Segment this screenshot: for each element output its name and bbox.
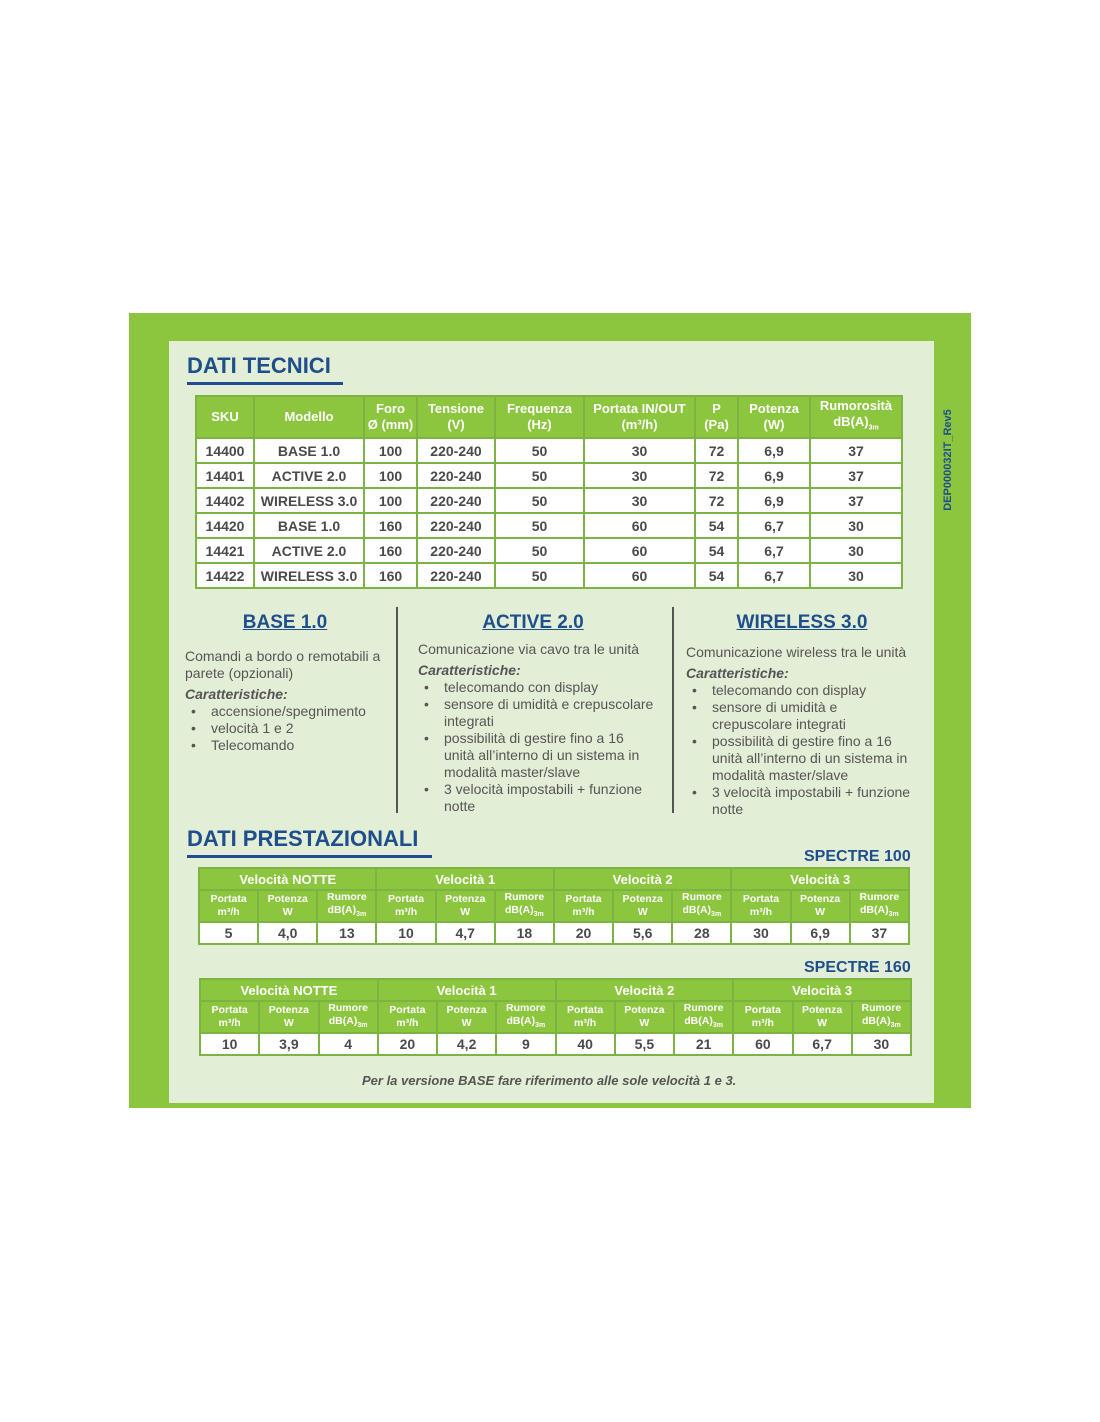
metric-header (733, 1001, 792, 1033)
metric-header (319, 1001, 378, 1033)
features-label: Caratteristiche: (185, 686, 288, 702)
metric-header (496, 1001, 555, 1033)
features-list-active (418, 679, 658, 815)
header-line: Potenza (446, 1004, 487, 1017)
metric-header (376, 890, 435, 922)
header-line: Potenza (801, 1004, 843, 1017)
features-list-wireless (686, 682, 921, 818)
header-unit: dB(A) (833, 413, 869, 429)
table-cell: 30 (810, 563, 902, 588)
table-cell: 37 (810, 438, 902, 463)
header-line: Portata (565, 893, 602, 906)
table-cell: WIRELESS 3.0 (254, 563, 364, 588)
speed-group-row (199, 868, 909, 890)
table-cell: 13 (317, 922, 376, 944)
table-cell: 6,9 (791, 922, 850, 944)
feature-item: • telecomando con display (444, 679, 658, 696)
metric-header (674, 1001, 733, 1033)
feature-item: • velocità 1 e 2 (211, 720, 390, 737)
header-unit: m³/h (751, 1017, 774, 1030)
header-line: Potenza (268, 1004, 309, 1017)
header-unit: W (460, 906, 471, 919)
header-unit: (V) (447, 417, 465, 432)
table-row (196, 538, 902, 563)
header-unit: Ø (mm) (367, 417, 414, 432)
header-subscript: 3m (868, 424, 879, 432)
model-title-base: BASE 1.0 (242, 612, 328, 633)
table-row (200, 1033, 911, 1055)
header-line: Potenza (267, 893, 308, 906)
column-header (495, 396, 584, 438)
header-line: Modello (284, 409, 334, 424)
performance-table-spectre-100 (198, 867, 910, 945)
metric-header-row (199, 890, 909, 922)
table-cell: 14422 (196, 563, 254, 588)
table-cell: 100 (364, 488, 417, 513)
metric-header (850, 890, 909, 922)
metric-header (791, 890, 850, 922)
speed-group-header: Velocità NOTTE (199, 868, 376, 890)
table-cell: 220-240 (417, 563, 495, 588)
table-cell: 30 (731, 922, 790, 944)
header-subscript: 3m (712, 1022, 723, 1030)
table-cell: WIRELESS 3.0 (254, 488, 364, 513)
table-cell: 30 (584, 463, 695, 488)
feature-item: • possibilità di gestire fino a 16 unità all’interno di un sistema in modalità master/slave (712, 733, 921, 784)
table-cell: 72 (695, 463, 738, 488)
table-row (196, 488, 902, 513)
speed-group-header: Velocità 2 (554, 868, 731, 890)
column-divider (396, 607, 398, 813)
metric-header (200, 1001, 259, 1033)
metric-header (378, 1001, 437, 1033)
column-header (810, 396, 902, 438)
table-cell: 40 (556, 1033, 615, 1055)
table-cell: 100 (364, 463, 417, 488)
table-cell: 6,7 (793, 1033, 852, 1055)
spectre-100-label: SPECTRE 100 (804, 848, 911, 865)
table-cell: 72 (695, 438, 738, 463)
header-line: Rumore (327, 891, 367, 903)
features-label: Caratteristiche: (418, 662, 521, 678)
header-unit: (Hz) (527, 417, 552, 432)
header-unit: W (639, 1017, 650, 1030)
metric-header (793, 1001, 852, 1033)
table-cell: 50 (495, 488, 584, 513)
table-cell: 4,0 (258, 922, 317, 944)
table-cell: 6,7 (738, 563, 810, 588)
model-block-wireless (686, 644, 921, 818)
header-unit: W (282, 906, 293, 919)
column-header (364, 396, 417, 438)
header-unit: (m³/h) (621, 417, 658, 432)
table-cell: 14401 (196, 463, 254, 488)
model-description: Comandi a bordo o remotabili a parete (opzionali) (185, 648, 381, 681)
feature-item: • Telecomando (211, 737, 390, 754)
metric-header (199, 890, 258, 922)
feature-item: • sensore di umidità e crepuscolare integrati (712, 699, 921, 733)
table-cell: 50 (495, 538, 584, 563)
table-cell: 6,7 (738, 538, 810, 563)
header-line: Rumore (861, 1002, 902, 1014)
metric-header (672, 890, 731, 922)
table-cell: 4,2 (437, 1033, 496, 1055)
header-subscript: 3m (356, 911, 367, 919)
header-subscript: 3m (888, 911, 899, 919)
header-line: Tensione (427, 401, 485, 416)
header-line: Rumore (504, 891, 545, 903)
table-cell: 54 (695, 538, 738, 563)
speed-group-header: Velocità 2 (556, 979, 734, 1001)
feature-item: • accensione/spegnimento (211, 703, 390, 720)
column-divider (672, 607, 674, 813)
header-unit: W (817, 1017, 828, 1030)
metric-header (615, 1001, 674, 1033)
metric-header (731, 890, 790, 922)
speed-group-header: Velocità 1 (378, 979, 556, 1001)
metric-header (554, 890, 613, 922)
speed-group-header: Velocità NOTTE (200, 979, 378, 1001)
metric-header (317, 890, 376, 922)
header-unit: (Pa) (704, 417, 729, 432)
table-cell: 50 (495, 513, 584, 538)
table-cell: 30 (584, 438, 695, 463)
table-cell: 5,6 (613, 922, 672, 944)
table-cell: 50 (495, 438, 584, 463)
table-cell: ACTIVE 2.0 (254, 538, 364, 563)
table-cell: 4,7 (436, 922, 495, 944)
header-subscript: 3m (535, 1022, 546, 1030)
header-subscript: 3m (357, 1022, 368, 1030)
model-block-base (185, 648, 390, 754)
header-line: Portata (389, 1004, 426, 1017)
header-unit: dB(A) (860, 904, 889, 916)
header-unit: m³/h (217, 906, 240, 919)
table-cell: 37 (810, 463, 902, 488)
metric-header (259, 1001, 318, 1033)
table-cell: 220-240 (417, 538, 495, 563)
model-description: Comunicazione wireless tra le unità (686, 644, 907, 660)
table-cell: 30 (852, 1033, 911, 1055)
features-label: Caratteristiche: (686, 665, 789, 681)
table-cell: 14420 (196, 513, 254, 538)
table-cell: 54 (695, 563, 738, 588)
table-cell: 5,5 (615, 1033, 674, 1055)
header-unit: W (815, 906, 826, 919)
table-cell: 220-240 (417, 463, 495, 488)
header-unit: W (461, 1017, 472, 1030)
header-unit: dB(A) (328, 1015, 358, 1027)
table-row (199, 922, 909, 944)
header-unit: dB(A) (862, 1015, 891, 1027)
speed-group-header: Velocità 3 (733, 979, 911, 1001)
metric-header (556, 1001, 615, 1033)
table-cell: 220-240 (417, 488, 495, 513)
table-cell: 100 (364, 438, 417, 463)
table-cell: 20 (554, 922, 613, 944)
header-line: Potenza (800, 893, 841, 906)
table-cell: 160 (364, 563, 417, 588)
table-cell: 60 (584, 563, 695, 588)
header-line: Portata (387, 893, 425, 906)
speed-group-header: Velocità 3 (731, 868, 909, 890)
header-unit: dB(A) (682, 904, 712, 916)
metric-header (613, 890, 672, 922)
model-description: Comunicazione via cavo tra le unità (418, 641, 640, 657)
header-line: Portata (742, 893, 780, 906)
performance-table-spectre-160 (199, 978, 912, 1056)
technical-table-header (196, 396, 902, 438)
table-cell: 6,7 (738, 513, 810, 538)
table-cell: 18 (495, 922, 554, 944)
header-line: Rumore (859, 891, 900, 903)
table-row (196, 513, 902, 538)
table-cell: 220-240 (417, 513, 495, 538)
table-cell: 9 (496, 1033, 555, 1055)
table-cell: 20 (378, 1033, 437, 1055)
table-cell: 14402 (196, 488, 254, 513)
table-cell: 60 (584, 513, 695, 538)
dati-prestazionali-title: DATI PRESTAZIONALI (187, 826, 432, 858)
table-cell: 6,9 (738, 463, 810, 488)
header-line: Rumorosità (819, 397, 893, 413)
metric-header (495, 890, 554, 922)
table-cell: 50 (495, 563, 584, 588)
header-line: Portata (210, 893, 247, 906)
header-unit: m³/h (218, 1017, 241, 1030)
table-cell: BASE 1.0 (254, 438, 364, 463)
header-line: Rumore (328, 1002, 368, 1014)
feature-item: • possibilità di gestire fino a 16 unità all’interno di un sistema in modalità master/slave (444, 730, 658, 781)
header-line: Foro (376, 401, 405, 416)
features-list-base (185, 703, 390, 754)
table-cell: 60 (584, 538, 695, 563)
speed-group-row (200, 979, 911, 1001)
speed-group-header: Velocità 1 (376, 868, 553, 890)
header-unit: dB(A) (327, 904, 357, 916)
metric-header (437, 1001, 496, 1033)
table-cell: 14421 (196, 538, 254, 563)
header-unit: m³/h (396, 1017, 419, 1030)
column-header (196, 396, 254, 438)
header-line: Portata IN/OUT (593, 401, 686, 416)
header-line: Potenza (622, 893, 663, 906)
metric-header-row (200, 1001, 911, 1033)
header-unit: (W) (763, 417, 785, 432)
table-cell: 4 (319, 1033, 378, 1055)
table-cell: 160 (364, 538, 417, 563)
header-unit: dB(A) (684, 1015, 713, 1027)
header-line: Portata (211, 1004, 248, 1017)
table-cell: 54 (695, 513, 738, 538)
feature-item: • sensore di umidità e crepuscolare integrati (444, 696, 658, 730)
feature-item: • telecomando con display (712, 682, 921, 699)
model-title-wireless: WIRELESS 3.0 (736, 612, 868, 633)
header-subscript: 3m (711, 911, 722, 919)
header-line: Portata (744, 1004, 781, 1017)
table-cell: 6,9 (738, 488, 810, 513)
table-cell: 37 (850, 922, 909, 944)
header-line: P (712, 401, 721, 416)
header-unit: dB(A) (506, 1015, 536, 1027)
table-cell: 3,9 (259, 1033, 318, 1055)
header-unit: m³/h (749, 906, 773, 919)
table-cell: 30 (810, 538, 902, 563)
table-cell: 30 (584, 488, 695, 513)
column-header (584, 396, 695, 438)
model-title-active: ACTIVE 2.0 (482, 612, 584, 633)
header-subscript: 3m (533, 911, 544, 919)
table-cell: 220-240 (417, 438, 495, 463)
table-cell: 6,9 (738, 438, 810, 463)
table-cell: 28 (672, 922, 731, 944)
document-code: DEP000032IT_Rev5 (942, 409, 954, 511)
column-header (738, 396, 810, 438)
table-cell: 14400 (196, 438, 254, 463)
header-unit: W (283, 1017, 294, 1030)
footnote: Per la versione BASE fare riferimento alle sole velocità 1 e 3. (362, 1073, 737, 1088)
table-cell: 37 (810, 488, 902, 513)
header-line: Rumore (681, 891, 722, 903)
dati-tecnici-title: DATI TECNICI (187, 353, 343, 385)
metric-header (852, 1001, 911, 1033)
header-line: SKU (211, 409, 239, 424)
table-cell: 10 (376, 922, 435, 944)
table-cell: 5 (199, 922, 258, 944)
header-line: Frequenza (506, 401, 572, 416)
header-unit: m³/h (572, 906, 595, 919)
table-cell: 10 (200, 1033, 259, 1055)
table-cell: 21 (674, 1033, 733, 1055)
table-cell: BASE 1.0 (254, 513, 364, 538)
table-cell: 50 (495, 463, 584, 488)
spectre-160-label: SPECTRE 160 (804, 959, 911, 976)
header-line: Potenza (445, 893, 486, 906)
technical-data-table (195, 395, 903, 589)
header-line: Rumore (506, 1002, 546, 1014)
header-line: Portata (567, 1004, 604, 1017)
feature-item: • 3 velocità impostabili + funzione notte (712, 784, 921, 818)
table-cell: 60 (733, 1033, 792, 1055)
table-row (196, 563, 902, 588)
header-line: Potenza (749, 401, 799, 416)
metric-header (436, 890, 495, 922)
feature-item: • 3 velocità impostabili + funzione notte (444, 781, 658, 815)
column-header (254, 396, 364, 438)
model-block-active (418, 641, 658, 815)
header-unit: m³/h (574, 1017, 597, 1030)
header-unit: dB(A) (505, 904, 534, 916)
table-cell: 30 (810, 513, 902, 538)
technical-table-body (196, 438, 902, 588)
header-unit: W (637, 906, 648, 919)
table-cell: ACTIVE 2.0 (254, 463, 364, 488)
column-header (695, 396, 738, 438)
column-header (417, 396, 495, 438)
header-subscript: 3m (890, 1022, 901, 1030)
table-row (196, 438, 902, 463)
metric-header (258, 890, 317, 922)
header-unit: m³/h (394, 906, 418, 919)
header-line: Rumore (683, 1002, 724, 1014)
table-cell: 160 (364, 513, 417, 538)
table-row (196, 463, 902, 488)
table-cell: 72 (695, 488, 738, 513)
header-line: Potenza (624, 1004, 665, 1017)
